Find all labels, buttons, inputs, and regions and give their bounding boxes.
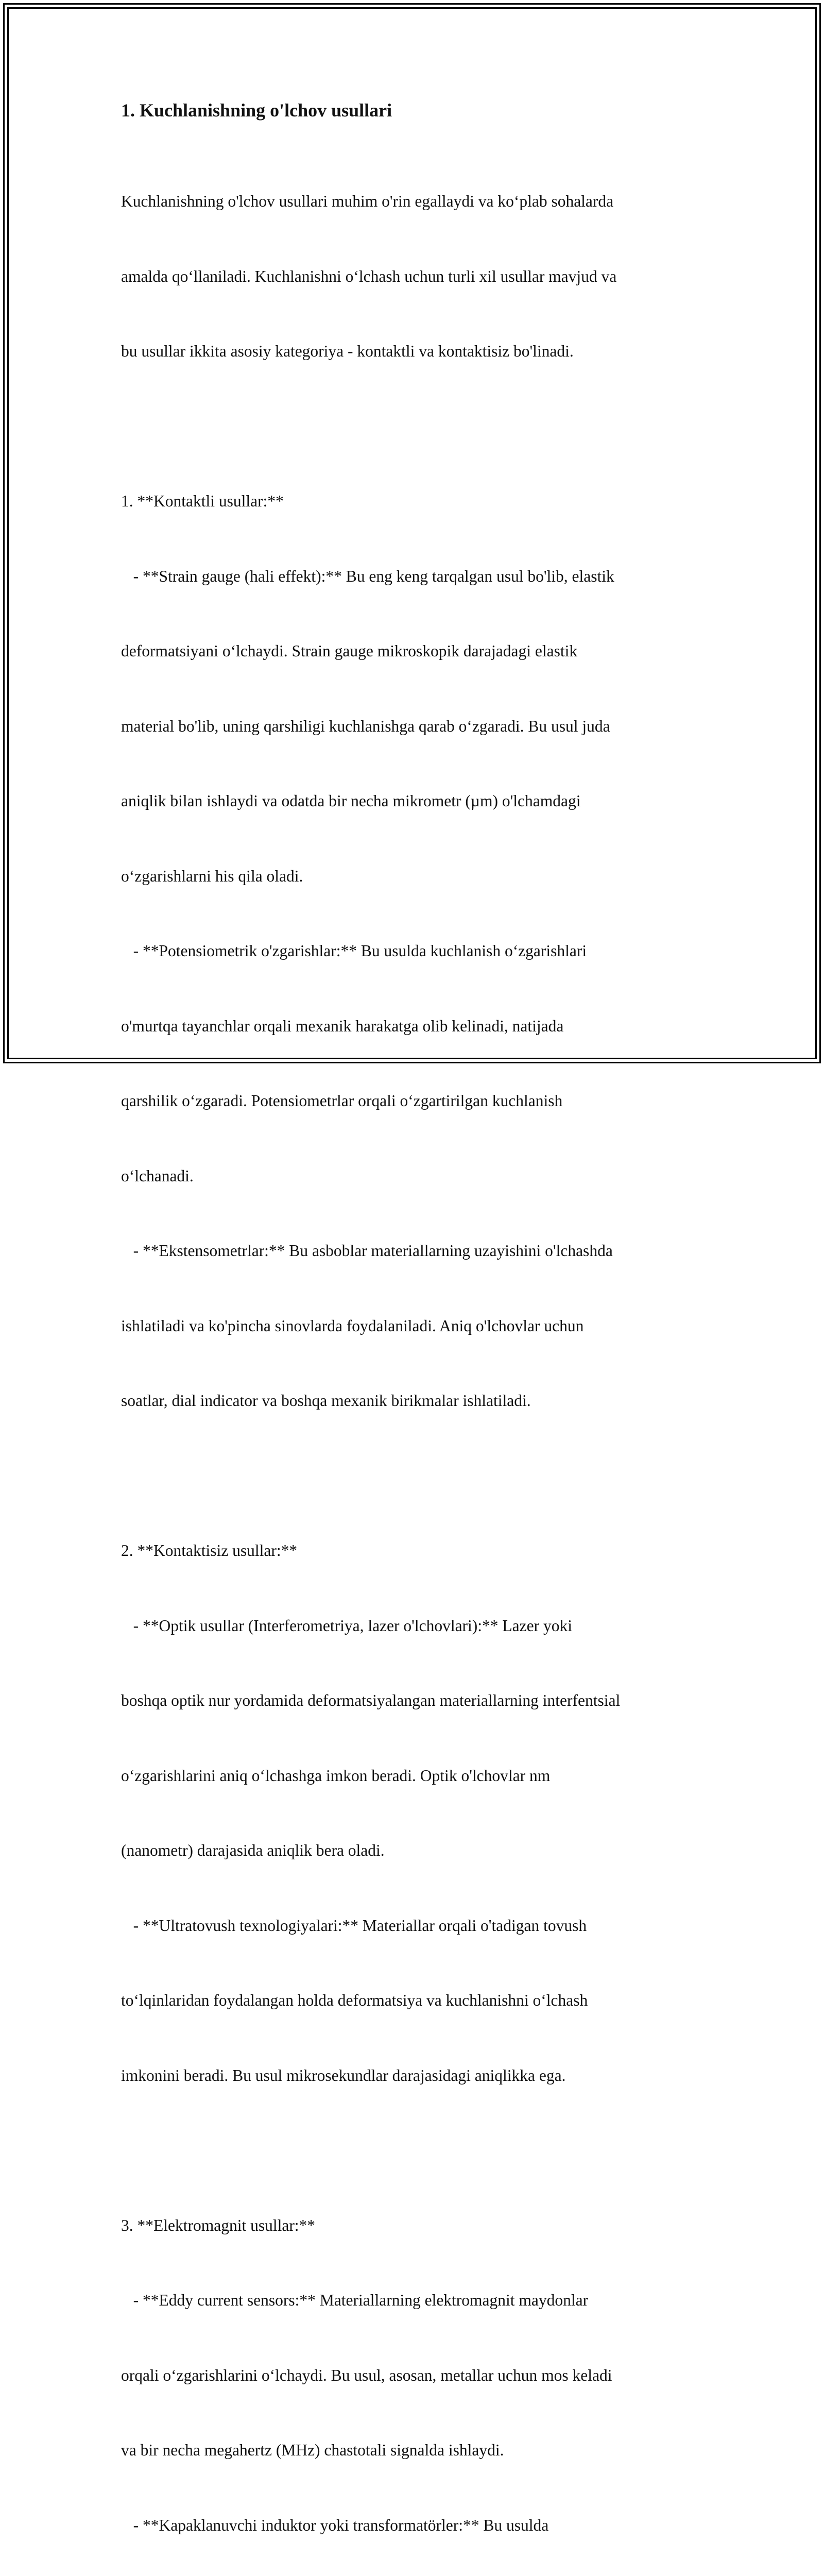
text-line: imkonini beradi. Bu usul mikrosekundlar darajasidagi aniqlikka ega. <box>121 2066 566 2084</box>
text-line: va bir necha megahertz (MHz) chastotali signalda ishlaydi. <box>121 2441 504 2459</box>
document-text <box>121 139 706 2576</box>
text-line: aniqlik bilan ishlaydi va odatda bir necha mikrometr (µm) o'lchamdagi <box>121 792 581 810</box>
text-line: bu usullar ikkita asosiy kategoriya - kontaktli va kontaktisiz bo'linadi. <box>121 342 574 360</box>
text-line: 1. **Kontaktli usullar:** <box>121 492 284 510</box>
text-line: o‘zgarishlarini aniq o‘lchashga imkon beradi. Optik o'lchovlar nm <box>121 1766 551 1785</box>
text-line: (nanometr) darajasida aniqlik bera oladi. <box>121 1841 385 1859</box>
text-line: 3. **Elektromagnit usullar:** <box>121 2216 316 2234</box>
text-line <box>121 1464 706 1489</box>
text-line: - **Ekstensometrlar:** Bu asboblar materiallarning uzayishini o'lchashda <box>121 1242 613 1260</box>
text-line: 2. **Kontaktisiz usullar:** <box>121 1541 298 1560</box>
text-line: o‘lchanadi. <box>121 1166 194 1185</box>
text-line: o'murtqa tayanchlar orqali mexanik harakatga olib kelinadi, natijada <box>121 1016 564 1035</box>
text-line: o‘zgarishlarni his qila oladi. <box>121 867 303 885</box>
text-line: boshqa optik nur yordamida deformatsiyalangan materiallarning interfentsial <box>121 1691 621 1709</box>
text-line: - **Eddy current sensors:** Materiallarning elektromagnit maydonlar <box>121 2291 589 2309</box>
document-body <box>121 97 706 2576</box>
text-line: soatlar, dial indicator va boshqa mexanik birikmalar ishlatiladi. <box>121 1392 531 1410</box>
text-line: - **Ultratovush texnologiyalari:** Materiallar orqali o'tadigan tovush <box>121 1916 587 1935</box>
text-line: Kuchlanishning o'lchov usullari muhim o'rin egallaydi va ko‘plab sohalarda <box>121 192 614 210</box>
text-line: orqali o‘zgarishlarini o‘lchaydi. Bu usul, asosan, metallar uchun mos keladi <box>121 2366 612 2384</box>
text-line: deformatsiyani o‘lchaydi. Strain gauge mikroskopik darajadagi elastik <box>121 642 578 660</box>
text-line: - **Optik usullar (Interferometriya, lazer o'lchovlari):** Lazer yoki <box>121 1616 572 1635</box>
text-line: material bo'lib, uning qarshiligi kuchlanishga qarab o‘zgaradi. Bu usul juda <box>121 717 610 735</box>
text-line: amalda qo‘llaniladi. Kuchlanishni o‘lchash uchun turli xil usullar mavjud va <box>121 267 617 285</box>
section-heading: 1. Kuchlanishning o'lchov usullari <box>121 100 392 121</box>
text-line: to‘lqinlaridan foydalangan holda deformatsiya va kuchlanishni o‘lchash <box>121 1991 588 2009</box>
text-line: ishlatiladi va ko'pincha sinovlarda foydalaniladi. Aniq o'lchovlar uchun <box>121 1316 584 1335</box>
text-line: - **Potensiometrik o'zgarishlar:** Bu usulda kuchlanish o‘zgarishlari <box>121 942 587 960</box>
text-line: - **Strain gauge (hali effekt):** Bu eng keng tarqalgan usul bo'lib, elastik <box>121 567 614 585</box>
text-line <box>121 414 706 439</box>
text-line <box>121 2138 706 2163</box>
text-line: - **Kapaklanuvchi induktor yoki transformatörler:** Bu usulda <box>121 2516 549 2534</box>
text-line: qarshilik o‘zgaradi. Potensiometrlar orqali o‘zgartirilgan kuchlanish <box>121 1092 563 1110</box>
